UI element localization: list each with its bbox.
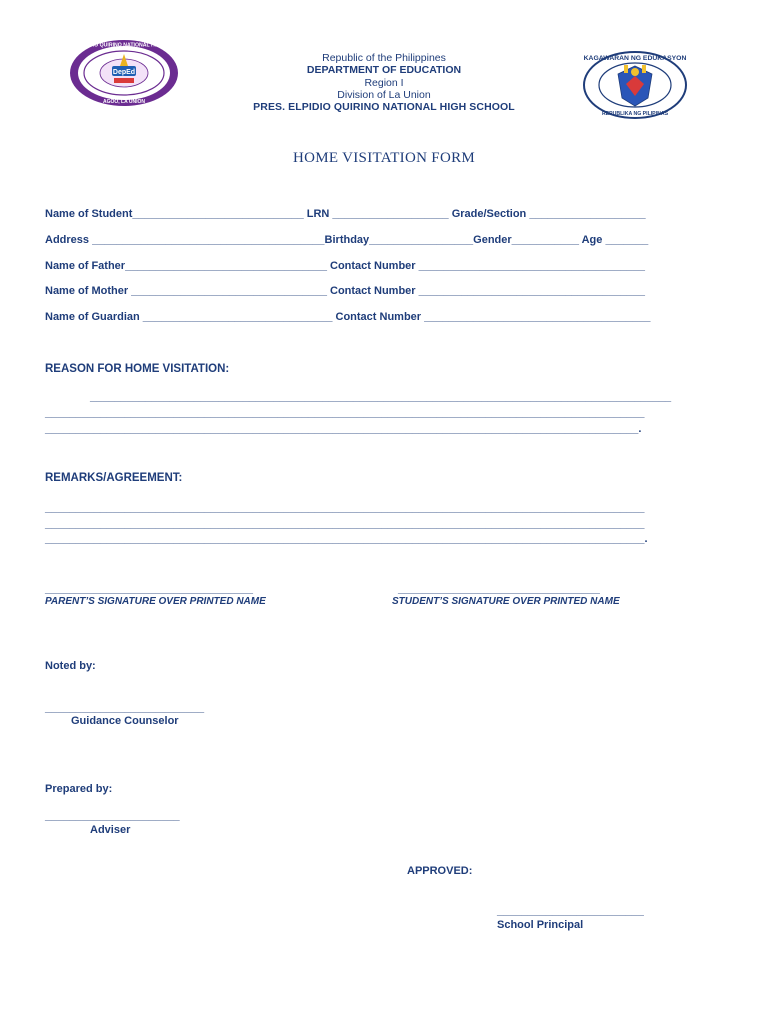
guidance-counselor-label: Guidance Counselor xyxy=(71,715,179,727)
logo-bottom-text: AGOO, LA UNION xyxy=(102,99,146,105)
prepared-signature-line[interactable]: ______________________ xyxy=(45,810,180,822)
reason-heading: REASON FOR HOME VISITATION: xyxy=(45,363,230,375)
student-signature-label: STUDENT’S SIGNATURE OVER PRINTED NAME xyxy=(392,596,620,607)
reason-line-2[interactable]: __________________________________________________________________________________________________ xyxy=(45,407,645,419)
adviser-label: Adviser xyxy=(90,824,131,836)
header-division: Division of La Union xyxy=(337,89,431,101)
header-department: DEPARTMENT OF EDUCATION xyxy=(306,64,462,76)
field-row-guardian[interactable]: Name of Guardian _______________________________ Contact Number _____________________________________ xyxy=(45,311,651,323)
prepared-by-label: Prepared by: xyxy=(45,783,113,795)
header-region: Region I xyxy=(364,77,404,89)
approved-signature-line[interactable]: ________________________ xyxy=(497,905,644,917)
logo-center-text: DepEd xyxy=(112,69,136,76)
parent-signature-label: PARENT’S SIGNATURE OVER PRINTED NAME xyxy=(45,596,266,607)
form-title: HOME VISITATION FORM xyxy=(292,150,476,166)
seal-bottom-text: REPUBLIKA NG PILIPINAS xyxy=(601,111,669,117)
student-signature-line[interactable]: _________________________________ xyxy=(398,583,600,595)
remarks-heading: REMARKS/AGREEMENT: xyxy=(45,472,183,484)
logo-ring-text: PRES. ELPIDIO QUIRINO NATIONAL HIGH SCHOOL xyxy=(60,42,188,49)
parent-signature-line[interactable]: __________________________________ xyxy=(45,583,254,595)
remarks-line-2[interactable]: __________________________________________________________________________________________________ xyxy=(45,518,645,530)
header-school: PRES. ELPIDIO QUIRINO NATIONAL HIGH SCHOOL xyxy=(253,101,515,113)
school-principal-label: School Principal xyxy=(497,919,584,931)
reason-line-1[interactable]: _______________________________________________________________________________________________ xyxy=(90,391,672,403)
noted-by-label: Noted by: xyxy=(45,660,96,672)
noted-signature-line[interactable]: __________________________ xyxy=(45,702,205,714)
field-row-father[interactable]: Name of Father_________________________________ Contact Number _____________________________________ xyxy=(45,260,645,272)
reason-line-3[interactable]: _________________________________________________________________________________________________. xyxy=(45,423,642,435)
field-row-student[interactable]: Name of Student____________________________ LRN ___________________ Grade/Section ___________________ xyxy=(45,208,646,220)
remarks-line-3[interactable]: __________________________________________________________________________________________________. xyxy=(45,533,648,545)
field-row-mother[interactable]: Name of Mother ________________________________ Contact Number _____________________________________ xyxy=(45,285,645,297)
field-row-address[interactable]: Address ______________________________________Birthday_________________Gender___________ Age _______ xyxy=(45,234,649,246)
remarks-line-1[interactable]: __________________________________________________________________________________________________ xyxy=(45,502,645,514)
approved-label: APPROVED: xyxy=(407,865,473,877)
header-republic: Republic of the Philippines xyxy=(322,52,446,64)
seal-ring-text: KAGAWARAN NG EDUKASYON xyxy=(583,55,687,62)
